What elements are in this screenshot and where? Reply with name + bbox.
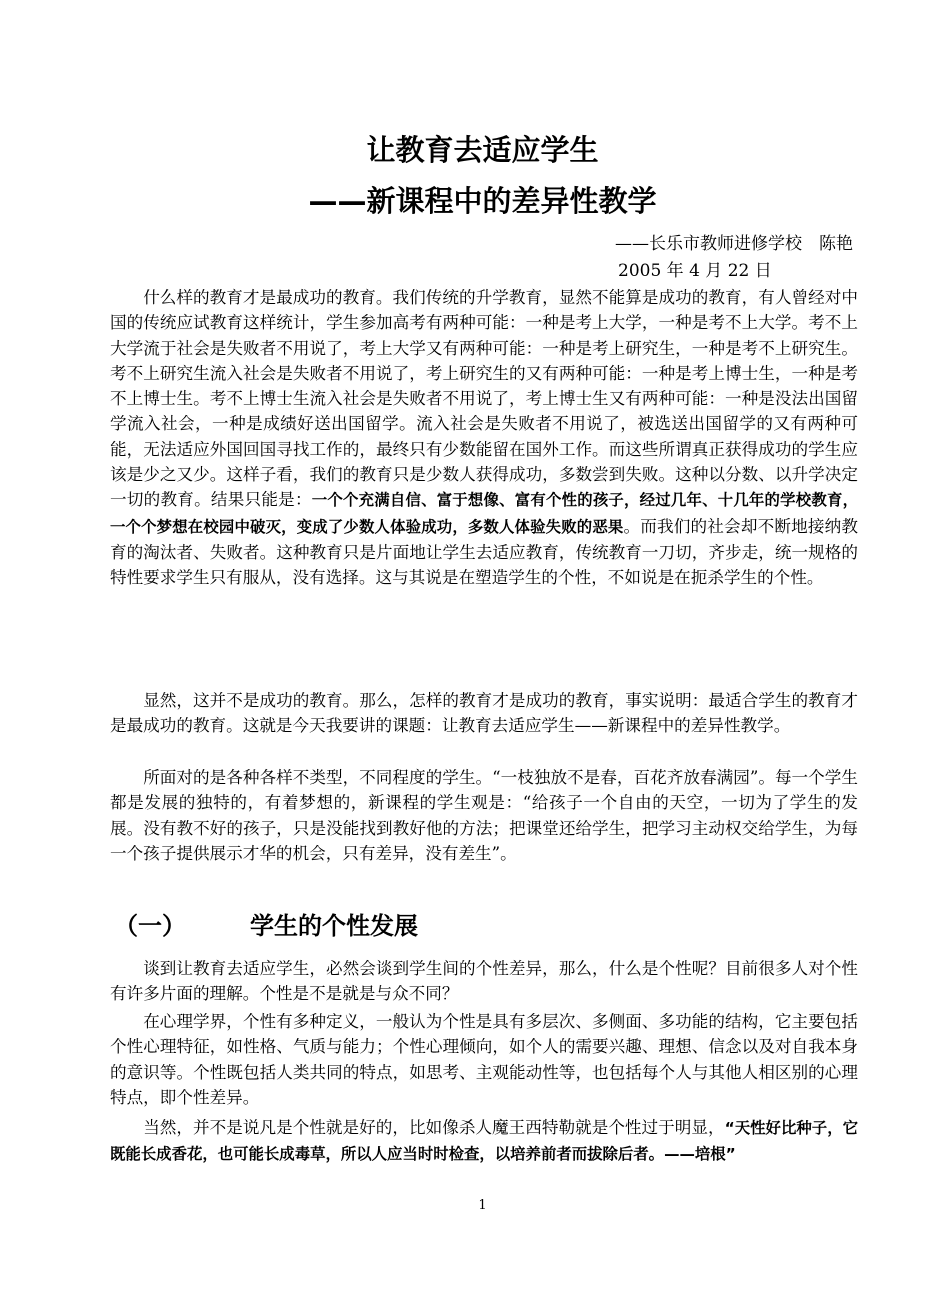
paragraph-2: 显然，这并不是成功的教育。那么，怎样的教育才是成功的教育，事实说明：最适合学生的教育才是最成功的教育。这就是今天我要讲的课题：让教育去适应学生——新课程中的差异性教学。: [110, 691, 858, 736]
paragraph-4: 谈到让教育去适应学生，必然会谈到学生间的个性差异，那么，什么是个性呢？目前很多人对个性有许多片面的理解。个性是不是就是与众不同？: [110, 959, 858, 1004]
section-heading: [114, 910, 418, 942]
paragraph-6-text: 当然，并不是说凡是个性就是好的，比如像杀人魔王西特勒就是个性过于明显，: [143, 1118, 725, 1137]
paragraph-1-text: 什么样的教育才是最成功的教育。我们传统的升学教育，显然不能算是成功的教育，有人曾经对中国的传统应试教育这样统计，学生参加高考有两种可能：一种是考上大学，一种是考不上大学。考不上大学流于社会是失败者不用说了，考上大学又有两种可能：一种是考上研究生，一种是考不上研究生。考不上研究生流入社会是失败者不用说了，考上研究生的又有两种可能：一种是考上博士生，一种是考不上博士生。考不上博士生流入社会是失败者不用说了，考上博士生又有两种可能：一种是没法出国留学流入社会，一种是成绩好送出国留学。流入社会是失败者不用说了，被选送出国留学的又有两种可能，无法适应外国回国寻找工作的，最终只有少数能留在国外工作。而这些所谓真正获得成功的学生应该是少之又少。这样子看，我们的教育只是少数人获得成功，多数尝到失败。这种以分数、以升学决定一切的教育。结果只能是：: [110, 288, 858, 510]
document-title: 让教育去适应学生: [366, 133, 599, 167]
paragraph-3: 所面对的是各种各样不类型，不同程度的学生。“一枝独放不是春，百花齐放春满园”。每一个学生都是发展的独特的，有着梦想的，新课程的学生观是：“给孩子一个自由的天空，一切为了学生的发展。没有教不好的孩子，只是没能找到教好他的方法；把课堂还给学生，把学习主动权交给学生，为每一个孩子提供展示才华的机会，只有差异，没有差生”。: [110, 768, 858, 863]
paragraph-1: [110, 285, 858, 591]
section-number: （一）: [114, 912, 186, 940]
paragraph-1-tail: 。而我们的社会却不断地接纳教育的淘汰者、失败者。这种教育只是片面地让学生去适应教育，传统教育一刀切，齐步走，统一规格的特性要求学生只有服从，没有选择。这与其说是在塑造学生的个性，不如说是在扼杀学生的个性。: [110, 516, 858, 588]
author-line: ——长乐市教师进修学校 陈艳: [615, 234, 853, 254]
paragraph-5: 在心理学界，个性有多种定义，一般认为个性是具有多层次、多侧面、多功能的结构，它主要包括个性心理特征，如性格、气质与能力；个性心理倾向，如个人的需要兴趣、理想、信念以及对自我本身的意识等。个性既包括人类共同的特点，如思考、主观能动性等，也包括每个人与其他人相区别的心理特点，即个性差异。: [110, 1012, 858, 1107]
page-number: 1: [478, 1198, 487, 1213]
paragraph-1-emphasis: 一个个充满自信、富于想像、富有个性的孩子，经过几年、十几年的学校教育，一个个梦想在校园中破灭，变成了少数人体验成功，多数人体验失败的恶果: [110, 491, 858, 536]
paragraph-6: [110, 1115, 858, 1168]
date-line: 2005 年 4 月 22 日: [618, 261, 772, 281]
document-subtitle: ——新课程中的差异性教学: [308, 184, 657, 218]
quote-bacon: “天性好比种子，它既能长成香花，也可能长成毒草，所以人应当时时检查，以培养前者而拔除后者。——培根”: [110, 1119, 858, 1164]
section-title: 学生的个性发展: [250, 912, 418, 940]
